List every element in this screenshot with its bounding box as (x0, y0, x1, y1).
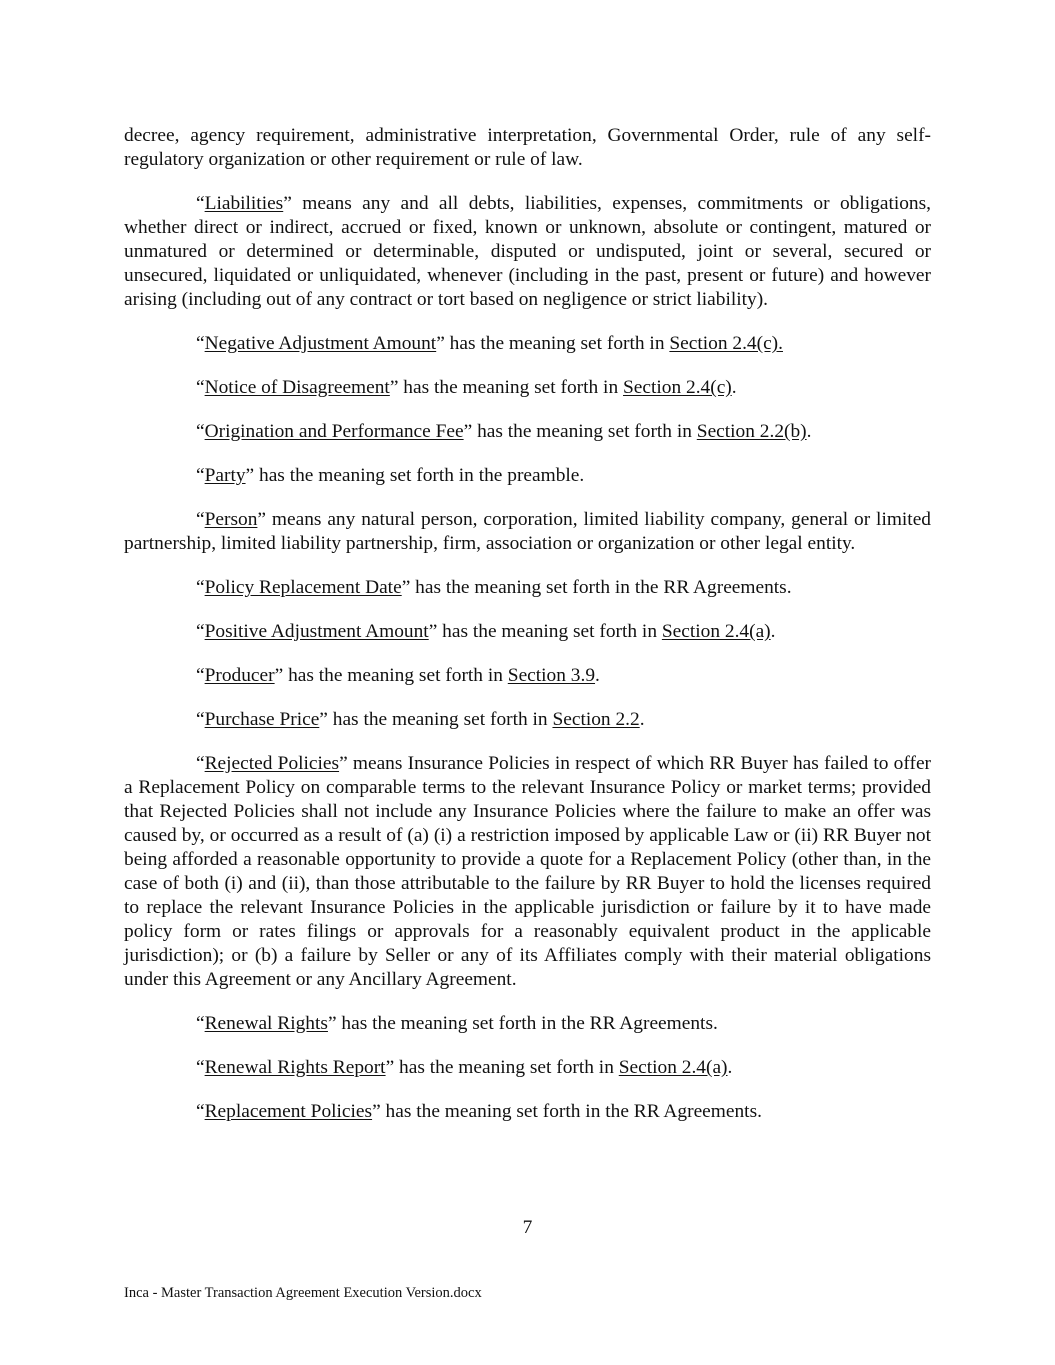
defined-term: Producer (204, 665, 275, 686)
definition-rejected-policies: “Rejected Policies” means Insurance Policies in respect of which RR Buyer has failed to offer a Replacement Policy on comparable terms to the relevant Insurance Policy or market terms; provided that Rejected Policies shall not include any Insurance Policies where the failure to make an offer was caused by, or occurred as a result of (a) (i) a restriction imposed by applicable Law or (ii) RR Buyer not being afforded a reasonable opportunity to provide a quote for a Replacement Policy (other than, in the case of both (i) and (ii), than those attributable to the failure by RR Buyer to hold the licenses required to replace the relevant Insurance Policies in the applicable jurisdiction or failure by it to have made policy form or rates filings or approvals for a reasonably equivalent product in the applicable jurisdiction); or (b) a failure by Seller or any of its Affiliates comply with their material obligations under this Agreement or any Ancillary Agreement. (124, 753, 932, 990)
defined-term: Origination and Performance Fee (204, 421, 464, 442)
defined-term: Person (204, 509, 258, 530)
definition-liabilities: “Liabilities” means any and all debts, liabilities, expenses, commitments or obligations, whether direct or indirect, accrued or fixed, known or unknown, absolute or contingent, matured or unmatured or determined or determinable, disputed or undisputed, joint or several, secured or unsecured, liquidated or unliquidated, whenever (including in the past, present or future) and however arising (including out of any contract or tort based on negligence or strict liability). (124, 193, 931, 310)
section-reference: Section 2.4(a) (618, 1057, 728, 1078)
defined-term: Liabilities (204, 193, 284, 214)
defined-term: Positive Adjustment Amount (204, 621, 429, 642)
definition-renewal-rights-report: “Renewal Rights Report” has the meaning set forth in Section 2.4(a). (196, 1057, 733, 1078)
definition-origination-and-performance-fee: “Origination and Performance Fee” has the meaning set forth in Section 2.2(b). (196, 421, 812, 442)
definition-producer: “Producer” has the meaning set forth in Section 3.9. (196, 665, 600, 686)
section-reference: Section 3.9 (507, 665, 596, 686)
definition-replacement-policies: “Replacement Policies” has the meaning set forth in the RR Agreements. (196, 1101, 762, 1122)
definition-person: “Person” means any natural person, corporation, limited liability company, general or limited partnership, limited liability partnership, firm, association or organization or other legal entity. (124, 509, 931, 554)
defined-term: Party (204, 465, 246, 486)
defined-term: Policy Replacement Date (204, 577, 402, 598)
section-reference: Section 2.2 (552, 709, 640, 730)
page-number: 7 (522, 1217, 533, 1238)
defined-term: Replacement Policies (204, 1101, 373, 1122)
definition-party: “Party” has the meaning set forth in the preamble. (196, 465, 585, 486)
section-reference: Section 2.4(c). (669, 333, 783, 354)
paragraph-continuation: decree, agency requirement, administrative interpretation, Governmental Order, rule of any self-regulatory organization or other requirement or rule of law. (124, 125, 931, 170)
definition-notice-of-disagreement: “Notice of Disagreement” has the meaning set forth in Section 2.4(c). (196, 377, 737, 398)
defined-term: Notice of Disagreement (204, 377, 390, 398)
document-body (124, 124, 931, 1144)
document-footer: Inca - Master Transaction Agreement Execution Version.docx (124, 1285, 482, 1301)
defined-term: Renewal Rights Report (204, 1057, 386, 1078)
definition-negative-adjustment-amount: “Negative Adjustment Amount” has the meaning set forth in Section 2.4(c). (196, 333, 783, 354)
definition-positive-adjustment-amount: “Positive Adjustment Amount” has the meaning set forth in Section 2.4(a). (196, 621, 776, 642)
definition-renewal-rights: “Renewal Rights” has the meaning set forth in the RR Agreements. (196, 1013, 718, 1034)
section-reference: Section 2.4(c) (623, 377, 732, 398)
section-reference: Section 2.2(b) (696, 421, 807, 442)
section-reference: Section 2.4(a) (661, 621, 771, 642)
definition-policy-replacement-date: “Policy Replacement Date” has the meaning set forth in the RR Agreements. (196, 577, 792, 598)
defined-term: Renewal Rights (204, 1013, 328, 1034)
definition-purchase-price: “Purchase Price” has the meaning set forth in Section 2.2. (196, 709, 645, 730)
defined-term: Negative Adjustment Amount (204, 333, 437, 354)
defined-term: Rejected Policies (204, 753, 340, 774)
defined-term: Purchase Price (204, 709, 320, 730)
